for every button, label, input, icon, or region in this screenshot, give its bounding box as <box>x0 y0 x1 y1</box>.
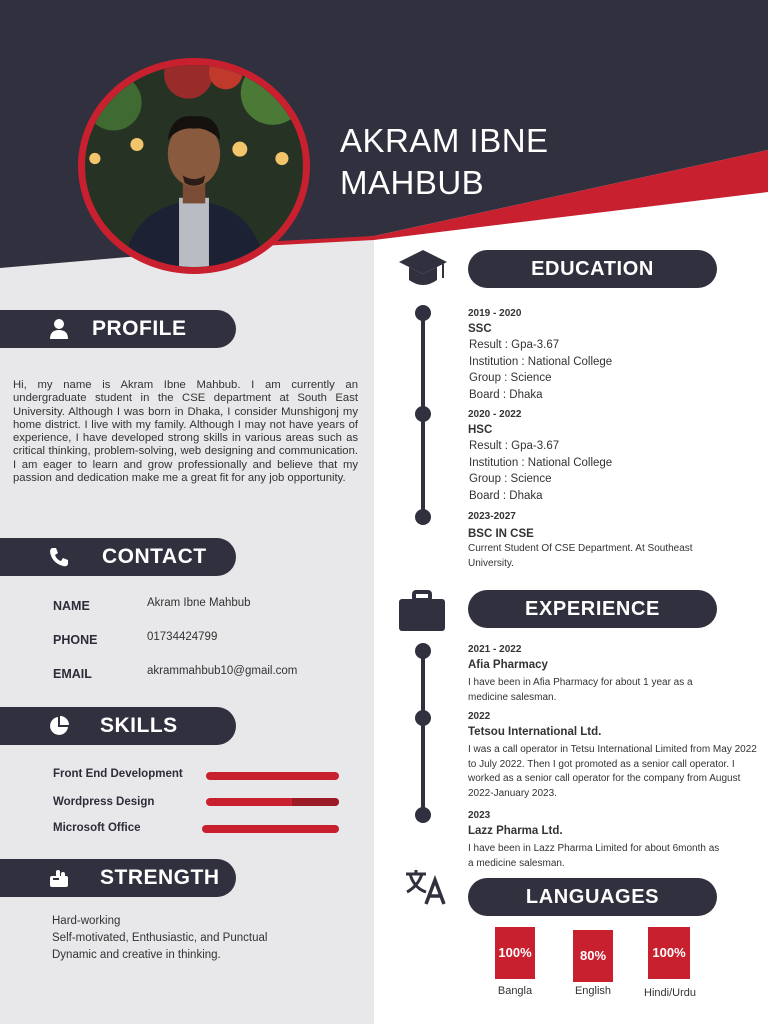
strength-item: Hard-working <box>52 915 121 927</box>
skill-label-front-end: Front End Development <box>53 768 183 780</box>
strength-heading <box>0 859 236 897</box>
education-detail: Group : Science <box>469 372 552 384</box>
strength-heading-title: STRENGTH <box>100 866 220 889</box>
strength-item: Self-motivated, Enthusiastic, and Punctual <box>52 932 268 944</box>
education-years: 2019 - 2020 <box>468 308 522 319</box>
strength-item: Dynamic and creative in thinking. <box>52 949 221 961</box>
profile-text: Hi, my name is Akram Ibne Mahbub. I am currently an undergraduate student in the CSE department at South East University. Although I was born in Dhaka, I consider Munshigonj my home district. I live with my family. Although I may not have years of experience, I have developed strong skills in various areas such as critical thinking, problem-solving, web designing and communication. I am eager to learn and grow professionally and believe that my passion and dedication make me a great fit for any job opportunity. <box>13 379 358 485</box>
experience-timeline-line <box>421 652 425 817</box>
hand-icon <box>48 867 70 889</box>
education-detail: Institution : National College <box>469 355 613 368</box>
education-timeline-dot <box>415 509 431 525</box>
experience-years: 2023 <box>468 810 491 821</box>
experience-entry-afia <box>468 643 733 705</box>
profile-heading <box>0 310 236 348</box>
experience-description: I have been in Lazz Pharma Limited for about 6month as a medicine salesman. <box>468 843 720 869</box>
profile-heading-title: PROFILE <box>92 317 187 340</box>
experience-years: 2022 <box>468 711 491 722</box>
strength-list <box>52 913 267 964</box>
experience-description: I was a call operator in Tetsu International Limited from May 2022 to July 2022. Then I got promoted as a senior call operator. I worked as a senior call operator for the company from August 2022-January 2023. <box>468 744 757 799</box>
experience-heading: EXPERIENCE <box>468 590 717 628</box>
skill-bar-office <box>202 825 339 833</box>
contact-label-phone: PHONE <box>53 633 98 647</box>
education-detail: Result : Gpa-3.67 <box>469 440 560 452</box>
experience-entry-tetsou <box>468 710 758 801</box>
graduation-cap-icon <box>398 248 448 290</box>
contact-value-name: Akram Ibne Mahbub <box>147 597 251 609</box>
experience-entry-lazz <box>468 809 723 871</box>
skills-heading-title: SKILLS <box>100 714 178 737</box>
education-detail: Current Student Of CSE Department. At Southeast University. <box>468 543 693 569</box>
contact-label-email: EMAIL <box>53 667 92 681</box>
contact-heading-title: CONTACT <box>102 545 207 568</box>
education-detail: Board : Dhaka <box>469 489 543 502</box>
experience-company: Tetsou International Ltd. <box>468 726 602 738</box>
education-entry-hsc <box>468 408 758 504</box>
languages-heading: LANGUAGES <box>468 878 717 916</box>
contact-label-name: NAME <box>53 599 90 613</box>
contact-value-phone: 01734424799 <box>147 631 218 643</box>
experience-timeline-dot <box>415 807 431 823</box>
experience-description: I have been in Afia Pharmacy for about 1 year as a medicine salesman. <box>468 677 693 703</box>
pie-chart-icon <box>48 715 70 737</box>
experience-company: Lazz Pharma Ltd. <box>468 825 563 837</box>
briefcase-icon <box>398 590 446 632</box>
contact-value-email: akrammahbub10@gmail.com <box>147 665 298 677</box>
education-timeline-dot <box>415 305 431 321</box>
education-degree: SSC <box>468 323 492 335</box>
language-level-bangla: 100% <box>495 927 535 979</box>
education-entry-bsc <box>468 510 738 571</box>
education-detail: Result : Gpa-3.67 <box>469 339 560 351</box>
language-level-hindi-urdu: 100% <box>648 927 690 979</box>
candidate-name-line-2: MAHBUB <box>340 164 485 201</box>
phone-icon <box>48 546 70 568</box>
language-name-bangla: Bangla <box>497 985 533 997</box>
person-icon <box>48 318 70 340</box>
education-detail: Institution : National College <box>469 456 613 469</box>
profile-photo <box>78 58 310 274</box>
contact-heading <box>0 538 236 576</box>
education-degree: HSC <box>468 424 493 436</box>
skill-label-office: Microsoft Office <box>53 822 141 834</box>
education-detail: Group : Science <box>469 473 552 485</box>
education-entry-ssc <box>468 307 758 403</box>
education-detail: Board : Dhaka <box>469 388 543 401</box>
experience-years: 2021 - 2022 <box>468 644 522 655</box>
education-timeline-dot <box>415 406 431 422</box>
education-degree: BSC IN CSE <box>468 528 534 540</box>
candidate-name-line-1: AKRAM IBNE <box>340 122 549 159</box>
candidate-name <box>340 120 549 204</box>
experience-timeline-dot <box>415 710 431 726</box>
experience-timeline-dot <box>415 643 431 659</box>
skills-heading <box>0 707 236 745</box>
skill-bar-front-end <box>206 772 339 780</box>
experience-company: Afia Pharmacy <box>468 659 548 671</box>
skill-bar-wordpress <box>206 798 339 806</box>
skill-bar-wordpress-remaining <box>292 798 339 806</box>
language-level-english: 80% <box>573 930 613 982</box>
language-name-hindi-urdu: Hindi/Urdu <box>644 987 696 999</box>
translate-icon <box>404 868 448 906</box>
language-name-english: English <box>574 985 612 997</box>
skill-label-wordpress: Wordpress Design <box>53 796 155 808</box>
education-heading: EDUCATION <box>468 250 717 288</box>
education-years: 2023-2027 <box>468 511 516 522</box>
education-years: 2020 - 2022 <box>468 409 522 420</box>
